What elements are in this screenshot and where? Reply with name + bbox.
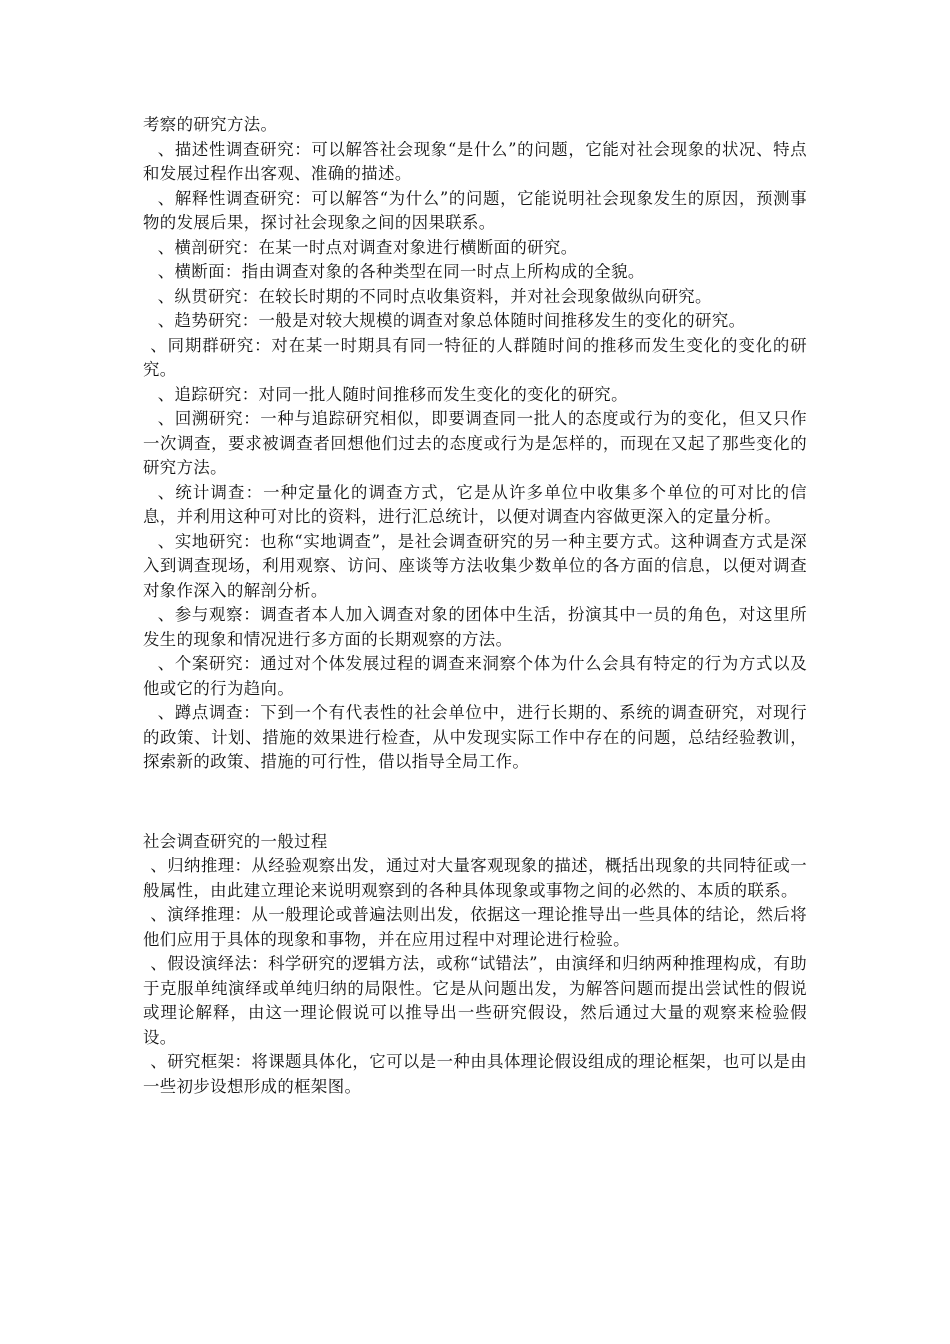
term-descriptive-research: 、描述性调查研究：可以解答社会现象“是什么”的问题，它能对社会现象的状况、特点和发展过程作出客观、准确的描述。 <box>143 139 807 183</box>
term-on-site-survey: 、蹲点调查：下到一个有代表性的社会单位中，进行长期的、系统的调查研究，对现行的政策、计划、措施的效果进行检查，从中发现实际工作中存在的问题，总结经验教训，探索新的政策、措施的可行性，借以指导全局工作。 <box>143 703 807 771</box>
term-trend-study: 、趋势研究：一般是对较大规模的调查对象总体随时间推移发生的变化的研究。 <box>157 311 746 330</box>
term-cross-sectional-study: 、横剖研究：在某一时点对调查对象进行横断面的研究。 <box>157 237 578 257</box>
term-statistical-survey: 、统计调查：一种定量化的调查方式，它是从许多单位中收集多个单位的可对比的信息，并利用这种可对比的资料，进行汇总统计，以便对调查内容做更深入的定量分析。 <box>143 482 807 526</box>
term-inductive-reasoning: 、归纳推理：从经验观察出发，通过对大量客观现象的描述，概括出现象的共同特征或一般属性，由此建立理论来说明观察到的各种具体现象或事物之间的必然的、本质的联系。 <box>143 856 807 900</box>
document-page <box>143 113 807 1099</box>
section-heading: 社会调查研究的一般过程 <box>143 831 328 851</box>
term-field-research: 、实地研究：也称“实地调查”，是社会调查研究的另一种主要方式。这种调查方式是深入到调查现场，利用观察、访问、座谈等方法收集少数单位的各方面的信息，以便对调查对象作深入的解剖分析。 <box>143 531 807 600</box>
section-gap <box>143 775 807 830</box>
term-case-study: 、个案研究：通过对个体发展过程的调查来洞察个体为什么会具有特定的行为方式以及他或它的行为趋向。 <box>143 654 807 698</box>
lead-line: 考察的研究方法。 <box>143 115 278 134</box>
term-longitudinal-study: 、纵贯研究：在较长时期的不同时点收集资料，并对社会现象做纵向研究。 <box>157 286 712 306</box>
term-explanatory-research: 、解释性调查研究：可以解答“为什么”的问题，它能说明社会现象发生的原因，预测事物的发展后果，探讨社会现象之间的因果联系。 <box>143 188 807 232</box>
term-cross-section: 、横断面：指由调查对象的各种类型在同一时点上所构成的全貌。 <box>157 262 645 281</box>
term-participant-observation: 、参与观察：调查者本人加入调查对象的团体中生活，扮演其中一员的角色，对这里所发生的现象和情况进行多方面的长期观察的方法。 <box>143 605 807 649</box>
term-deductive-reasoning: 、演绎推理：从一般理论或普遍法则出发，依据这一理论推导出一些具体的结论，然后将他们应用于具体的现象和事物，并在应用过程中对理论进行检验。 <box>143 905 807 949</box>
term-cohort-study: 、同期群研究：对在某一时期具有同一特征的人群随时间的推移而发生变化的变化的研究。 <box>143 335 807 379</box>
term-panel-study: 、追踪研究：对同一批人随时间推移而发生变化的变化的研究。 <box>157 384 628 404</box>
term-retrospective-study: 、回溯研究：一种与追踪研究相似，即要调查同一批人的态度或行为的变化，但又只作一次调查，要求被调查者回想他们过去的态度或行为是怎样的，而现在又起了那些变化的研究方法。 <box>143 409 807 477</box>
term-hypothetico-deductive-method: 、假设演绎法：科学研究的逻辑方法，或称“试错法”，由演绎和归纳两种推理构成，有助于克服单纯演绎或单纯归纳的局限性。它是从问题出发，为解答问题而提出尝试性的假说或理论解释，由这一理论假说可以推导出一些研究假设，然后通过大量的观察来检验假设。 <box>143 954 807 1047</box>
term-research-framework: 、研究框架：将课题具体化，它可以是一种由具体理论假设组成的理论框架，也可以是由一些初步设想形成的框架图。 <box>143 1052 807 1096</box>
